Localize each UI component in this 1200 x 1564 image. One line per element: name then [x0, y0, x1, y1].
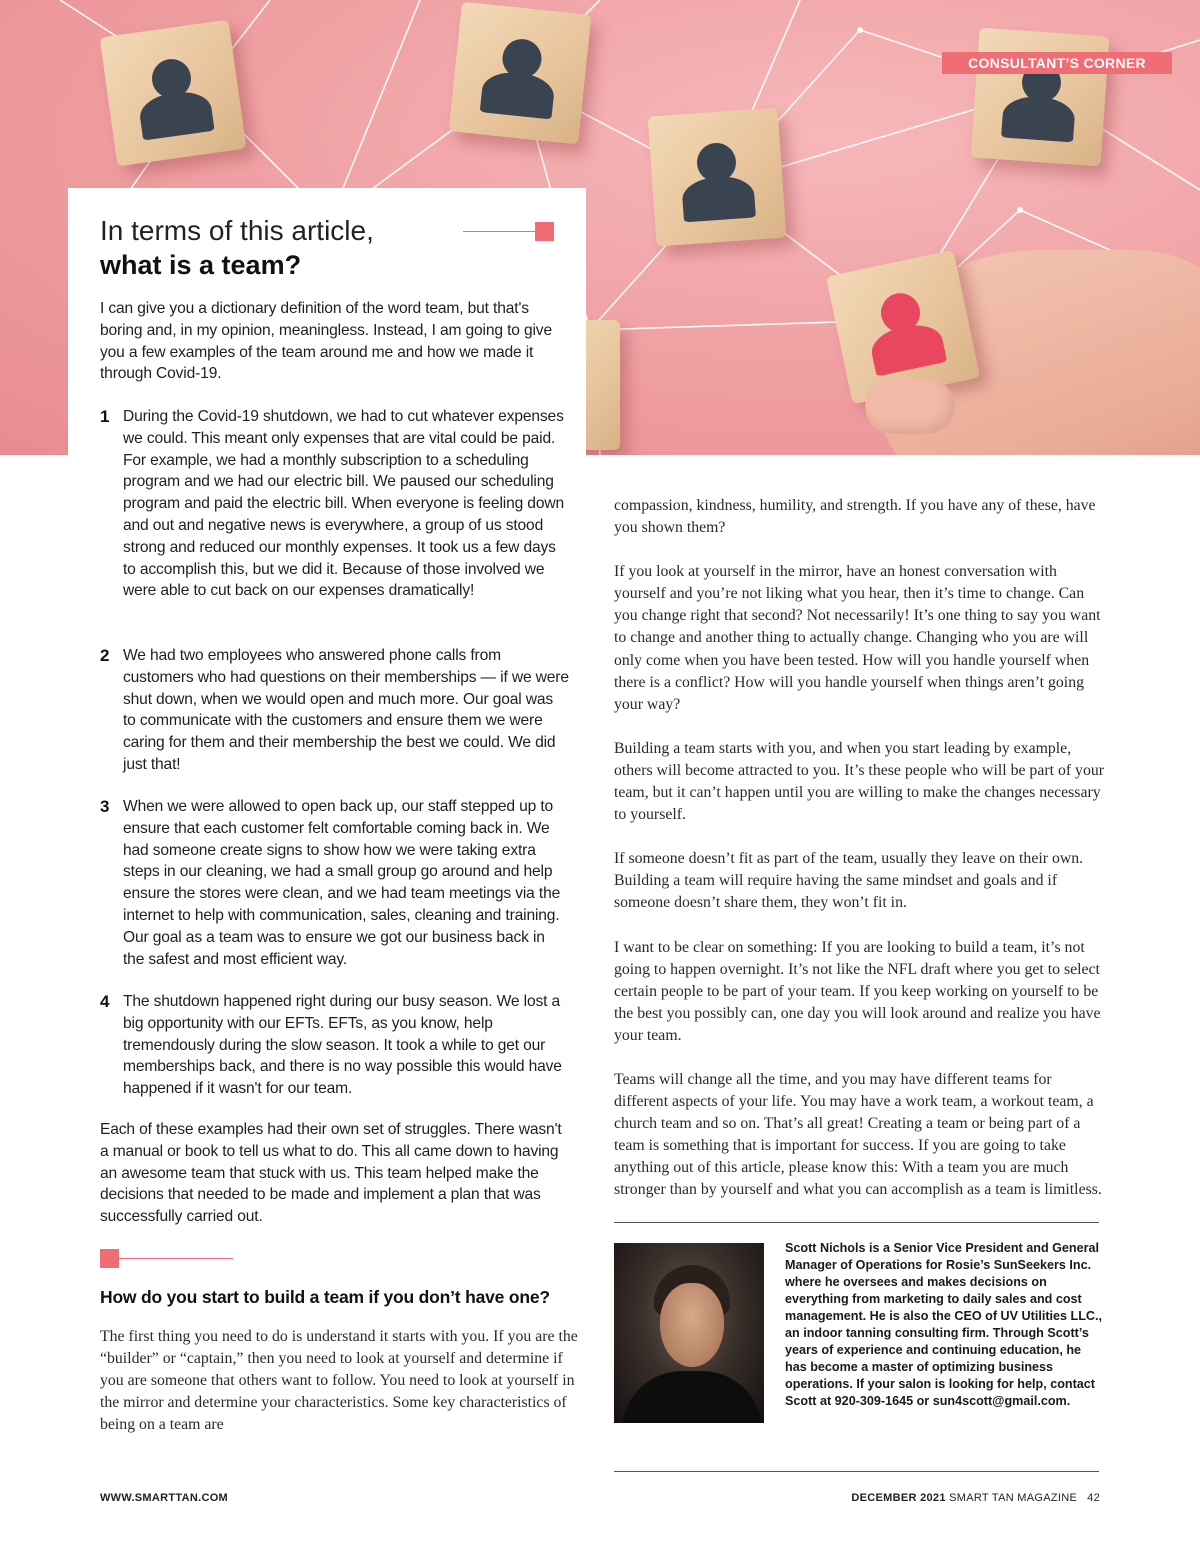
list-item-text: When we were allowed to open back up, our staff stepped up to ensure that each customer felt comfortable coming back in. We had someone create signs to show how we were taking extra steps in our cleaning, we had a small group go around and help ensure the stores were clean, and we had team meetings via the internet to help with communication, sales, cleaning and training. Our goal as a team was to ensure we got our business back in the safest and most efficient way.	[123, 798, 561, 968]
heading-accent-line	[463, 231, 535, 232]
summary-paragraph: Each of these examples had their own set of struggles. There wasn't a manual or book to tell us what to do. This all came down to having an awesome team that stuck with us. This team helped make the decisions that needed to be made and implement a plan that was successfully carried out.	[100, 1121, 562, 1226]
list-item-text: The shutdown happened right during our busy season. We lost a big opportunity with our EFTs. EFTs, as you know, help tremendously during the slow season. It took a while to get our memberships back, and there is no way possible this would have happened if it wasn't for our team.	[123, 993, 562, 1098]
subheading-accent-square	[100, 1249, 119, 1268]
article-heading-bold: what is a team?	[100, 250, 302, 280]
intro-paragraph: I can give you a dictionary definition of the word team, but that's boring and, in my opinion, meaningless. Instead, I am going to give you a few examples of the team around me and how we made it through Covid-19.	[100, 300, 552, 383]
footer-issue	[851, 1492, 1100, 1504]
list-item-number: 1	[100, 407, 110, 426]
body-paragraph: The first thing you need to do is understand it starts with you. If you are the “builder” or “captain,” then you need to look at yourself and determine if you are someone that others want to follow. You need to look at yourself in the mirror and determine your characteristics. Some key characteristics of being on a team are	[100, 1328, 578, 1434]
body-paragraph: If you look at yourself in the mirror, have an honest conversation with yourself and you’re not liking what you hear, then it’s time to change. Can you change right that second? Not necessarily! It’s one thing to say you want to change and another thing to actually change. Changing who you are will only come when you have been tested. How will you handle yourself when there is a conflict? How will you handle yourself when things aren’t going your way?	[614, 563, 1101, 713]
heading-accent-square	[535, 222, 554, 241]
person-icon	[971, 28, 1110, 167]
list-item-number: 4	[100, 992, 110, 1011]
list-item-number: 3	[100, 797, 110, 816]
section-tag: CONSULTANT’S CORNER	[942, 52, 1172, 74]
author-photo	[614, 1243, 764, 1423]
subheading: How do you start to build a team if you don’t have one?	[100, 1287, 550, 1307]
page-number: 42	[1087, 1492, 1100, 1504]
body-paragraph: compassion, kindness, humility, and strength. If you have any of these, have you shown them?	[614, 497, 1096, 537]
person-icon	[100, 20, 247, 167]
author-name: Scott Nichols	[785, 1241, 866, 1255]
body-paragraph: I want to be clear on something: If you are looking to build a team, it’s not going to happen overnight. It’s not like the NFL draft where you get to select certain people to be part of your team. If you keep working on yourself to be the best you possibly can, one day you will look around and realize you have your team.	[614, 938, 1101, 1044]
list-item-text: During the Covid-19 shutdown, we had to cut whatever expenses we could. This meant only expenses that are vital could be paid. For example, we had a monthly subscription to a scheduling program and we had our electric bill. We paused our scheduling program and paid the electric bill. When everyone is feeling down and out and negative news is everywhere, a group of us stood strong and reduced our monthly expenses. It took us a few days to accomplish this, but we did it. Because of those involved we were able to cut back on our expenses dramatically!	[123, 408, 564, 600]
bio-divider-bottom	[614, 1471, 1099, 1472]
right-column	[614, 495, 1104, 1224]
author-bio-text: is a Senior Vice President and General Manager of Operations for Rosie’s SunSeekers Inc. where he oversees and makes decisions on everything from marketing to daily sales and cost management. He is also the CEO of UV Utilities LLC., an indoor tanning consulting firm. Through Scott’s years of experience and continuing education, he has become a master of optimizing business operations. If your salon is looking for help, contact Scott at 920-309-1645 or sun4scott@gmail.com.	[785, 1241, 1103, 1408]
list-item-number: 2	[100, 646, 110, 665]
person-icon	[449, 2, 592, 145]
list-item-text: We had two employees who answered phone calls from customers who had questions on their memberships — if we were shut down, when we would open and much more. Our goal was to communicate with the customers and ensure them we were caring for them and their membership the best we could. We did just that!	[123, 647, 569, 773]
wooden-block	[971, 28, 1110, 167]
author-bio	[785, 1240, 1103, 1410]
wooden-block	[100, 20, 247, 167]
wooden-block	[449, 2, 592, 145]
bio-divider-top	[614, 1222, 1099, 1223]
article-heading-light: In terms of this article,	[100, 215, 374, 246]
thumb	[865, 378, 955, 434]
body-paragraph: If someone doesn’t fit as part of the team, usually they leave on their own. Building a team will require having the same mindset and goals and if someone doesn’t share them, they won’t fit in.	[614, 850, 1084, 912]
footer-magazine: SMART TAN MAGAZINE	[945, 1492, 1078, 1504]
person-icon	[648, 108, 787, 247]
subheading-accent-line	[119, 1258, 233, 1259]
body-paragraph: Building a team starts with you, and when you start leading by example, others will become attracted to you. It’s these people who will be part of your team, but it can’t happen until you are willing to make the changes necessary to yourself.	[614, 739, 1105, 824]
wooden-block	[648, 108, 787, 247]
footer-website: WWW.SMARTTAN.COM	[100, 1492, 229, 1504]
body-paragraph: Teams will change all the time, and you may have different teams for different aspects of your life. You may have a work team, a workout team, a church team and so on. That’s all great! Creating a team or being part of a team is something that is important for success. If you are going to take anything out of this article, please know this: With a team you are much stronger than by yourself and what you can accomplish as a team is limitless.	[614, 1070, 1102, 1199]
footer-issue-date: DECEMBER 2021	[851, 1492, 946, 1504]
